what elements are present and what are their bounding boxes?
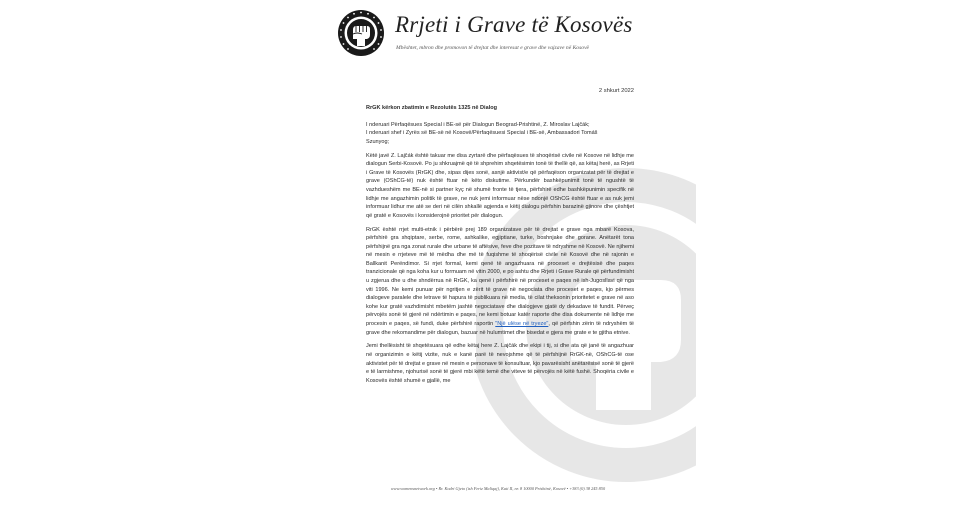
address-line: I nderuari shef i Zyrës së BE-së në Kosovë/Përfaqësuesi Special i BE-së, Ambassadori Tomáš: [366, 130, 598, 137]
letter-address: [366, 121, 634, 147]
paragraph-2-text: RrGK është rrjet multi-etnik i përbërë prej 189 organizatave për të drejtat e grave nga mbarë Kosova, përfshirë gra shqiptare, serbe, rome, ashkalike, egjiptiane, turke, boshnjake dhe gorane. Anëtarët tona përfshijnë gra nga zonat rurale dhe urbane të aftësive, feve dhe pozitave të ndryshme në Kosovë. Ne njihemi në mesin e rrjeteve më të mëdha dhe më të fuqishme të shoqërisë civile në Kosovë dhe në rajonin e Ballkanit Perëndimor. Si rrjet formal, kemi qenë të angazhuara në proceset e drejtësisë dhe paqes tranzicionale që nga koha kur u formuam në vitin 2000, e po ashtu dhe Rrjeti i Grave Rurale që përfundimisht u zgjerua dhe u dhe shndërrua në RrGK, ka qenë i përfshirë në proceset e paqes në ish-Jugosllavi që nga viti 1996. Ne kemi punuar për ngritjen e zërit të grave në negociata dhe proceset e paqes, kjo përmes dialogeve paralele dhe letrave të hapura të publikuara në media, të cilat theksonin prioritetet e grave në aso kohe kur gratë vazhdimisht mbetëm jashtë negociatave dhe dialogjeve gjatë dy dekadave të fundit. Përveç përvojës sonë të gjerë në ndërtimin e paqes, ne kemi botuar katër raporte dhe disa dokumente në lidhje me procesin e paqes, së fundi, duke përfshirë raportin: [366, 226, 634, 328]
letter-paragraph-1: Këtë javë Z. Lajčák është takuar me disa zyrtarë dhe përfaqësues të shoqërisë civile në Kosove në lidhje me dialogun Serbi-Kosovë. Po ju shkruajmë që të shprehim shqetësimin tonë të thellë që, as këtaj herë, as Rrjeti i Grave të Kosovës (RrGK) dhe, sipas dijes sonë, asnjë aktivist/e që përfaqëson organizatat për të drejtat e grave (OShCG-të) nuk është ftuar në këto diskutime. Përkundër bashkëpunimit tonë të ngushtë të vazhdueshëm me BE-në si partner kyç në shumë fronte të tjera, përfshirë edhe bashkëpunimin specifik në lidhje me angazhimin politik të grave, ne nuk jemi informuar nëse ndonjë OShCG është ftuar e as nuk jemi informuar lidhur me atë se deri në cilën shkallë agjenda e këtij dialogu përfshin barazinë gjinore dhe çështjet që gratë e Kosovës i konsiderojnë prioritet për dialogun.: [366, 152, 634, 219]
address-line: Szunyog;: [366, 138, 390, 145]
letter-date: 2 shkurt 2022: [598, 88, 634, 94]
letter-body: [366, 104, 634, 391]
paragraph-2-text-end: , që përfshin zërin të ndryshëm të grave dhe rekomandime për dialogun, bazuar në hulumtimet dhe bisedat e gjera me grate e te gjitha etnive.: [366, 321, 634, 336]
letter-page: [326, 0, 670, 500]
address-line: I nderuari Përfaqësues Special i BE-së për Dialogun Beograd-Prishtinë, Z. Miroslav Lajčák;: [366, 121, 590, 128]
report-link[interactable]: "Një ulëse në tryeze": [495, 321, 549, 328]
organization-logo-icon: [336, 8, 386, 58]
organization-tagline: Mbështet, mbron dhe promovon të drejtat dhe interesat e grave dhe vajzave në Kosovë: [396, 45, 590, 51]
letter-subject: RrGK kërkon zbatimin e Rezolutës 1325 në Dialog: [366, 105, 498, 111]
letter-paragraph-2: [366, 226, 634, 338]
organization-name: Rrjeti i Grave të Kosovës: [395, 12, 633, 37]
letter-footer: www.womensnetwork.org • Rr. Kodri Gjeto (ish Feriz Maliqaj), Kati II, nr. 8 10000 Prishtinë, Kosovë • +383 (0) 38 245 850: [390, 486, 606, 491]
letter-paragraph-3: Jemi thellësisht të shqetësuara që edhe këtaj here Z. Lajčák dhe ekipi i tij, si dhe ata që janë të angazhuar në organizimin e këtij vizite, nuk e kanë parë të nevojshme që të përfshijnë RrGK-në, OShCG-të ose aktivistet për të drejtat e grave në mesin e personave të konsultuar, kjo pavarësisht anëtarësisë sonë të gjerë e të larmishme, njohurisë sonë të gjerë mbi këtë temë dhe viteve të përvojës në këtë fushë. Shoqëria civile e Kosovës është shumë e gjallë, me: [366, 343, 634, 384]
